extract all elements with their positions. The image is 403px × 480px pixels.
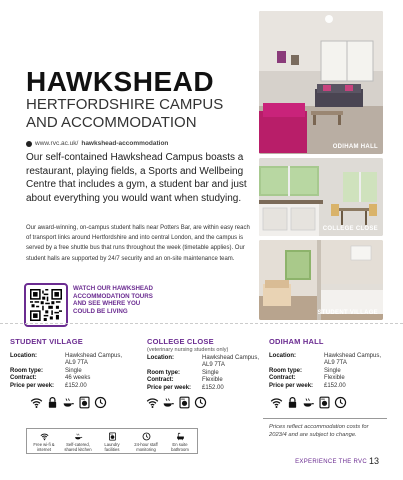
amenities-legend [26,428,198,454]
amenities-student-village [30,396,107,409]
price-label: Price per week: [147,384,192,391]
location-label: Location: [10,353,37,359]
url-prefix: www.rvc.ac.uk/ [35,140,79,147]
body-text: Our award-winning, on-campus student halls near Potters Bar, are within easy reach of transport links around Hertfordshire and into central London, and the campus is served by a free shuttle bus that runs throughout the week (timetable applies). Our student halls are supported by 24/7 security and an on-site maintenance team. [26,225,250,262]
room-label: Room type: [147,369,180,376]
kitchen-icon [74,432,83,441]
legend-kitchen: Self-catered, shared kitchen [63,432,93,452]
photo-caption-college-close: COLLEGE CLOSE [322,226,378,232]
hall-odiham-hall [269,337,387,390]
qr-line-1: WATCH OUR HAWKSHEAD [73,285,153,292]
price-value: £152.00 [324,382,346,389]
qr-call-to-action [73,285,168,315]
page-subtitle: HERTFORDSHIRE CAMPUS AND ACCOMMODATION [26,96,224,131]
bedroom-illustration [259,240,383,320]
hall-name: COLLEGE CLOSE [147,337,214,346]
location-label: Location: [147,355,174,361]
location-value: Hawkshead Campus, AL9 7TA [324,353,382,367]
price-note: Prices reflect accommodation costs for 2023/4 and are subject to change. [269,424,369,438]
legend-clock: 24-hour staff monitoring [131,432,161,452]
laundry-icon [318,396,331,409]
clock-icon [142,432,151,441]
hall-student-village [10,337,128,390]
room-value: Single [202,369,219,376]
contract-value: Flexible [324,375,345,382]
clock-icon [94,396,107,409]
location-value: Hawkshead Campus, AL9 7TA [65,353,123,367]
contract-label: Contract: [10,375,37,382]
room-label: Room type: [10,367,43,374]
photo-caption-odiham: ODIHAM HALL [332,144,378,150]
price-label: Price per week: [269,382,314,389]
room-label: Room type: [269,367,302,374]
globe-icon [26,141,32,147]
room-value: Single [324,367,341,374]
location-value: Hawkshead Campus, AL9 7TA [202,355,260,369]
clock-icon [194,396,207,409]
legend-laundry: Laundry facilities [97,432,127,452]
qr-code[interactable] [24,283,68,327]
hall-name: STUDENT VILLAGE [10,337,84,346]
padlock-icon [286,396,299,409]
amenities-college-close [146,396,207,409]
wifi-icon [30,396,43,409]
hall-college-close [147,337,265,392]
wifi-icon [270,396,283,409]
photo-student-village [259,240,383,320]
website-link[interactable] [26,140,168,147]
qr-line-3: AND SEE WHERE YOU [73,300,141,308]
price-label: Price per week: [10,382,55,389]
wifi-icon [146,396,159,409]
wifi-icon [40,432,49,441]
amenities-odiham-hall [270,396,347,409]
legend-ensuite: En suite bathroom [165,432,195,452]
contract-label: Contract: [269,375,296,382]
price-value: £152.00 [65,382,87,389]
legend-wifi: Free wi-fi & internet [29,432,59,452]
kitchen-icon [162,396,175,409]
qr-line-4: COULD BE LIVING [73,307,128,315]
contract-value: 46 weeks [65,375,91,382]
qr-line-2: ACCOMMODATION TOURS [73,292,153,300]
laundry-icon [178,396,191,409]
padlock-icon [46,396,59,409]
hall-subnote: (veterinary nursing students only) [147,347,229,353]
kitchen-illustration [259,158,383,236]
kitchen-icon [62,396,75,409]
laundry-icon [78,396,91,409]
laundry-icon [108,432,117,441]
contract-value: Flexible [202,377,223,384]
ensuite-icon [176,432,185,441]
section-divider [0,323,403,324]
page-number: 13 [368,456,379,466]
clock-icon [334,396,347,409]
photo-odiham-hall [259,11,383,154]
location-label: Location: [269,353,296,359]
kitchen-icon [302,396,315,409]
footer-label: EXPERIENCE THE RVC [295,459,367,465]
qr-code-graphic [30,289,62,321]
photo-college-close [259,158,383,236]
room-value: Single [65,367,82,374]
price-value: £152.00 [202,384,224,391]
photo-caption-student-village: STUDENT VILLAGE [317,310,378,316]
note-divider [263,418,387,419]
url-path: hawkshead-accommodation [81,140,169,147]
page-title: HAWKSHEAD [26,66,215,97]
contract-label: Contract: [147,377,174,384]
intro-text: Our self-contained Hawkshead Campus boasts a restaurant, playing fields, a Sports and Wellbeing Centre that includes a gym, a student bar and just about everything you would want when studying. [26,152,247,204]
lounge-illustration [259,11,383,154]
hall-name: ODIHAM HALL [269,337,324,346]
